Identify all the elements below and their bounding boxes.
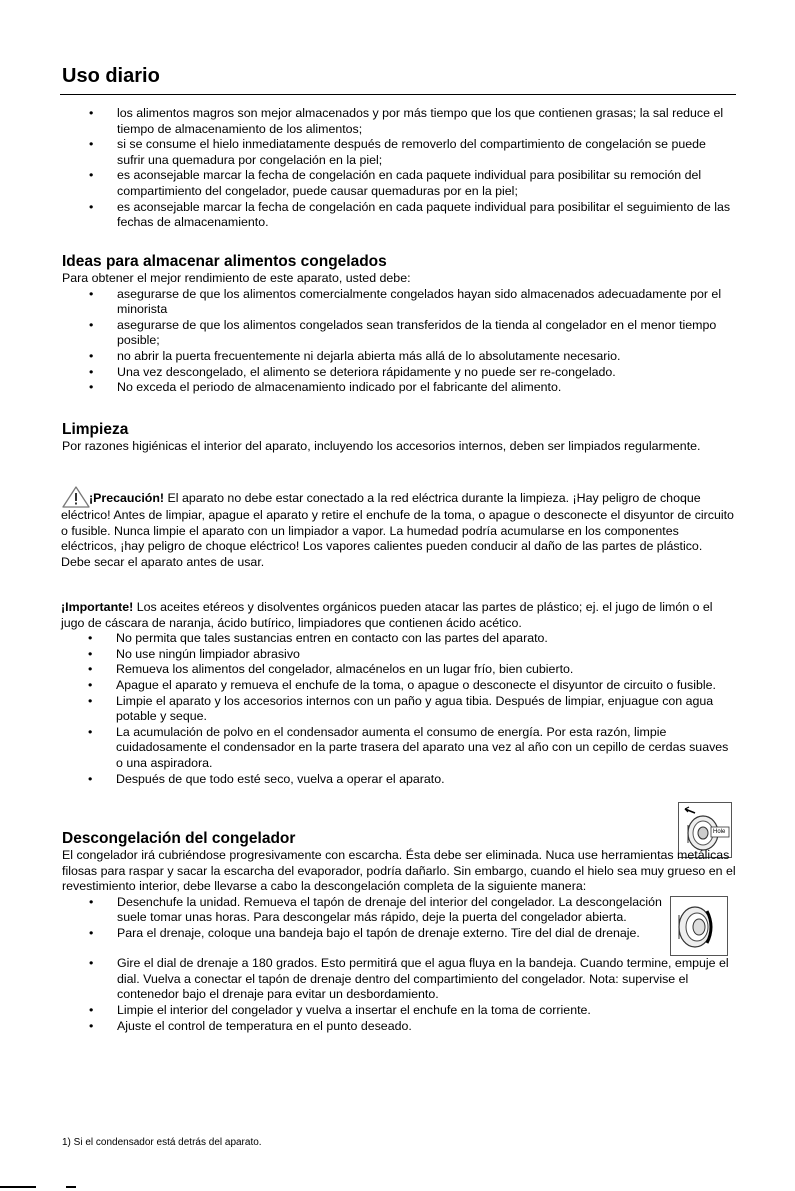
page-title: Uso diario bbox=[62, 65, 160, 87]
footnote: 1) Si el condensador está detrás del aparato. bbox=[62, 1137, 262, 1148]
warning-icon bbox=[61, 486, 91, 508]
list-item: • Limpie el aparato y los accesorios internos con un paño y agua tibia. Después de limpiar, enjuague con agua potable y seque. bbox=[61, 694, 735, 725]
caution-label: ¡Precaución! bbox=[89, 491, 165, 505]
hole-label: Hole bbox=[713, 829, 726, 835]
page-edge-mark bbox=[66, 1186, 76, 1188]
section-lead: Para obtener el mejor rendimiento de este aparato, usted debe: bbox=[62, 271, 411, 285]
list-item: • los alimentos magros son mejor almacenados y por más tiempo que los que contienen grasas; la sal reduce el tiempo de almacenamiento de los alimentos; bbox=[62, 106, 732, 137]
ideas-section bbox=[62, 252, 732, 396]
list-item: • No permita que tales sustancias entren en contacto con las partes del aparato. bbox=[61, 631, 735, 647]
intro-section bbox=[62, 106, 732, 231]
section-lead: El congelador irá cubriéndose progresivamente con escarcha. Ésta debe ser eliminada. Nuca use herramientas metálicas filosas para raspar y sacar la escarcha del evaporador, podría dañarlo. Sin embargo, cuando el hielo sea muy grueso en el revestimiento interior, debe llevarse a cabo la descongelación completa de la siguiente manera: bbox=[62, 848, 736, 894]
list-item: • Desenchufe la unidad. Remueva el tapón de drenaje del interior del congelador. La descongelación suele tomar unas horas. Para descongelar más rápido, deje la puerta del congelador abierta. bbox=[62, 895, 668, 926]
section-heading: Limpieza bbox=[62, 421, 129, 438]
list-item: • si se consume el hielo inmediatamente después de removerlo del compartimiento de congelación se puede sufrir una quemadura por congelación en la piel; bbox=[62, 137, 732, 168]
title-rule bbox=[60, 94, 736, 95]
list-item: • Una vez descongelado, el alimento se deteriora rápidamente y no puede ser re-congelado. bbox=[62, 365, 732, 381]
important-text: Los aceites etéreos y disolventes orgánicos pueden atacar las partes de plástico; ej. el jugo de limón o el jugo de cáscara de naranja, ácido butírico, limpiadores que contienen ácido acético. bbox=[61, 600, 713, 630]
section-heading: Ideas para almacenar alimentos congelados bbox=[62, 253, 387, 270]
list-item: • La acumulación de polvo en el condensador aumenta el consumo de energía. Por esta razón, limpie cuidadosamente el condensador en la parte trasera del aparato una vez al año con un cepillo de cerdas suaves o una aspiradora. bbox=[61, 725, 735, 772]
drain-plug-illustration bbox=[671, 897, 727, 955]
list-item: • es aconsejable marcar la fecha de congelación en cada paquete individual para posibilitar el seguimiento de las fechas de almacenamiento. bbox=[62, 200, 732, 231]
section-lead: Por razones higiénicas el interior del aparato, incluyendo los accesorios internos, deben ser limpiados regularmente. bbox=[62, 439, 701, 453]
list-item: • Remueva los alimentos del congelador, almacénelos en un lugar frío, bien cubierto. bbox=[61, 662, 735, 678]
list-item: • Después de que todo esté seco, vuelva a operar el aparato. bbox=[61, 772, 735, 788]
section-heading: Descongelación del congelador bbox=[62, 830, 296, 847]
list-item: • Ajuste el control de temperatura en el punto deseado. bbox=[62, 1019, 738, 1035]
list-item: • asegurarse de que los alimentos congelados sean transferidos de la tienda al congelador en el menor tiempo posible; bbox=[62, 318, 732, 349]
list-item: • Para el drenaje, coloque una bandeja bajo el tapón de drenaje externo. Tire del dial de drenaje. bbox=[62, 926, 738, 942]
caution-text: El aparato no debe estar conectado a la red eléctrica durante la limpieza. ¡Hay peligro de choque eléctrico! Antes de limpiar, apague el aparato y retire el enchufe de la toma, o apague o desconecte el disyuntor de circuito o fusible. Nunca limpie el aparato con un limpiador a vapor. La humedad podría acumularse en los componentes eléctricos, ¡hay peligro de choque eléctrico! Los vapores calientes pueden conducir al daño de las partes de plástico. Debe secar el aparato antes de usar. bbox=[61, 491, 734, 569]
caution-paragraph bbox=[61, 486, 735, 570]
list-item: • No exceda el periodo de almacenamiento indicado por el fabricante del alimento. bbox=[62, 380, 732, 396]
limpieza-section bbox=[62, 420, 732, 455]
page-edge-mark bbox=[0, 1186, 36, 1188]
list-item: • es aconsejable marcar la fecha de congelación en cada paquete individual para posibilitar su remoción del compartimiento del congelador, puede causar quemaduras por en la piel; bbox=[62, 168, 732, 199]
list-item: • Gire el dial de drenaje a 180 grados. Esto permitirá que el agua fluya en la bandeja. Cuando termine, empuje el dial. Vuelva a conectar el tapón de drenaje dentro del compartimiento del congelador. Nota: supervise el contenedor bajo el drenaje para evitar un desbordamiento. bbox=[62, 956, 738, 1003]
important-section bbox=[61, 600, 735, 787]
important-label: ¡Importante! bbox=[61, 600, 134, 614]
list-item: • Apague el aparato y remueva el enchufe de la toma, o apague o desconecte el disyuntor de circuito o fusible. bbox=[61, 678, 735, 694]
list-item: • Limpie el interior del congelador y vuelva a insertar el enchufe en la toma de corriente. bbox=[62, 1003, 738, 1019]
list-item: • no abrir la puerta frecuentemente ni dejarla abierta más allá de lo absolutamente necesario. bbox=[62, 349, 732, 365]
drain-plug-figure bbox=[670, 896, 728, 956]
list-item: • asegurarse de que los alimentos comercialmente congelados hayan sido almacenados adecuadamente por el minorista bbox=[62, 287, 732, 318]
list-item: • No use ningún limpiador abrasivo bbox=[61, 647, 735, 663]
descong-section bbox=[62, 829, 738, 1034]
